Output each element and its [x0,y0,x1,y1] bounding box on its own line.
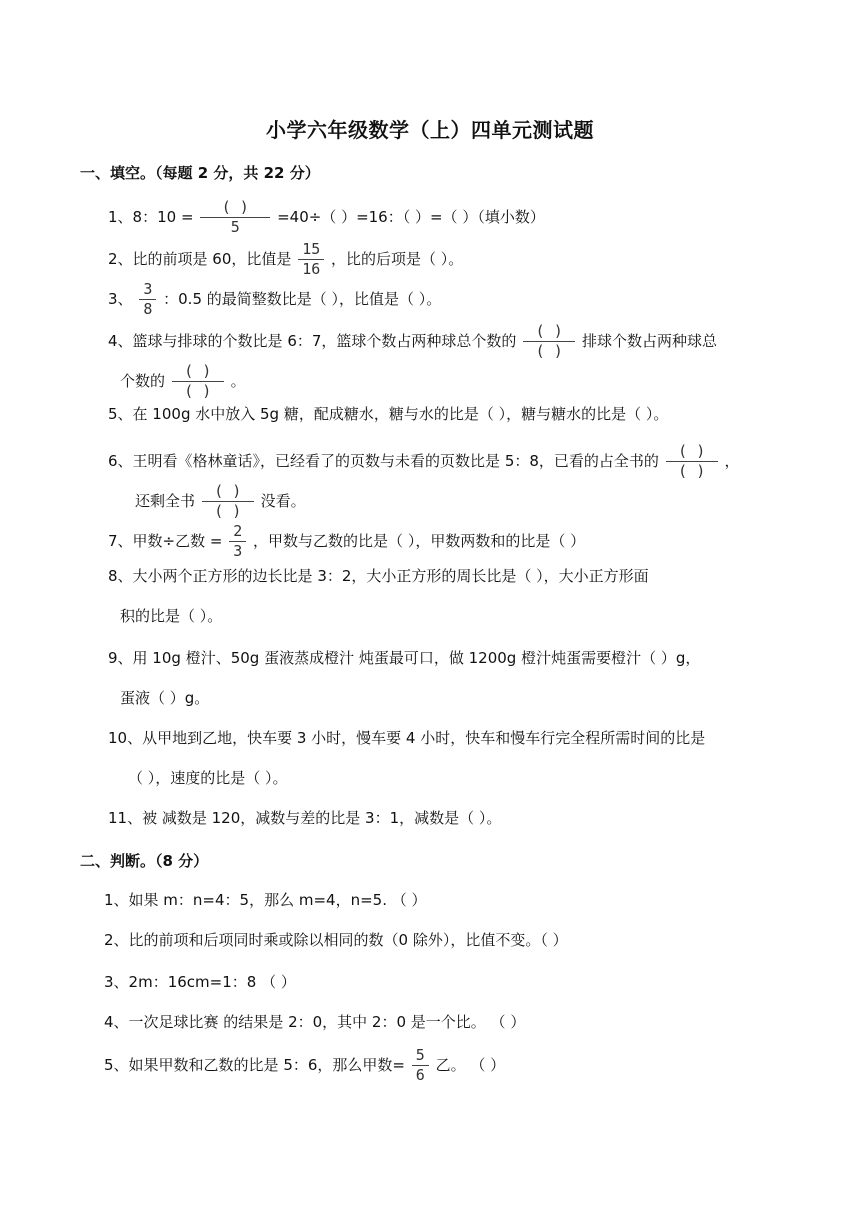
fraction-numerator: ( ) [200,200,270,218]
question-2-prefix: 2、比的前项是 60，比值是 [108,250,292,268]
question-6-line-2-prefix: 还剩全书 [135,492,196,510]
fraction-numerator: 2 [229,524,246,542]
question-4 [108,324,717,359]
fraction-denominator: 8 [143,300,153,318]
question-6-fraction [666,444,718,479]
question-3 [108,282,441,317]
question-6 [108,444,739,479]
question-3-prefix: 3、 [108,290,133,308]
question-11: 11、被 减数是 120，减数与差的比是 3：1，减数是（ ）。 [108,809,502,827]
fraction-numerator: ( ) [666,444,718,462]
question-4-line-2 [120,364,246,399]
question-9-line-2: 蛋液（ ）g。 [120,689,210,707]
question-6-suffix: ， [724,452,740,470]
page-title: 小学六年级数学（上）四单元测试题 [266,118,594,142]
question-2-suffix: ，比的后项是（ ）。 [331,250,464,268]
judgement-2: 2、比的前项和后项同时乘或除以相同的数（0 除外），比值不变。（ ） [104,931,568,949]
section-heading-true-false: 二、判断。（8 分） [80,852,209,870]
question-4-prefix: 4、篮球与排球的个数比是 6：7，篮球个数占两种球总个数的 [108,332,517,350]
question-4-line-2-prefix: 个数的 [120,372,166,390]
question-7-suffix: ，甲数与乙数的比是（ ），甲数两数和的比是（ ） [253,532,586,550]
question-1-fraction [200,200,270,235]
question-4-fraction [523,324,575,359]
question-10-line-1: 10、从甲地到乙地，快车要 3 小时，慢车要 4 小时，快车和慢车行完全程所需时间的比是 [108,729,706,747]
judgement-5-fraction [412,1048,429,1083]
question-7 [108,524,585,559]
question-6-prefix: 6、王明看《格林童话》，已经看了的页数与未看的页数比是 5：8，已看的占全书的 [108,452,659,470]
judgement-1: 1、如果 m：n=4：5，那么 m=4，n=5. （ ） [104,891,427,909]
question-6-line-2 [135,484,306,519]
fraction-numerator: 5 [412,1048,429,1066]
fraction-denominator: 3 [233,542,243,560]
question-8-line-1: 8、大小两个正方形的边长比是 3：2，大小正方形的周长比是（ ），大小正方形面 [108,567,649,585]
question-4-fraction-2 [172,364,224,399]
judgement-3: 3、2m：16cm=1：8 （ ） [104,973,296,991]
fraction-numerator: ( ) [523,324,575,342]
fraction-denominator: ( ) [535,342,563,360]
question-7-prefix: 7、甲数÷乙数 = [108,532,223,550]
question-4-suffix: 排球个数占两种球总 [581,332,717,350]
section-heading-fill-in: 一、填空。（每题 2 分，共 22 分） [80,164,320,182]
question-2-fraction [298,242,324,277]
question-7-fraction [229,524,246,559]
question-8-line-2: 积的比是（ ）。 [120,607,223,625]
fraction-numerator: ( ) [172,364,224,382]
judgement-5-suffix: 乙。 （ ） [435,1056,506,1074]
question-3-suffix: ：0.5 的最简整数比是（ ），比值是（ ）。 [163,290,442,308]
fraction-denominator: 16 [302,260,321,278]
fraction-numerator: 3 [139,282,156,300]
question-10-line-2: （ ），速度的比是（ ）。 [128,769,288,787]
judgement-5 [104,1048,505,1083]
judgement-5-prefix: 5、如果甲数和乙数的比是 5：6，那么甲数= [104,1056,405,1074]
fraction-denominator: 6 [415,1066,425,1084]
question-1-prefix: 1、8：10 = [108,208,194,226]
fraction-denominator: ( ) [678,462,706,480]
question-4-line-2-suffix: 。 [230,372,246,390]
question-1-suffix: =40÷（ ）=16：（ ）=（ ）（填小数） [277,208,545,226]
question-3-fraction [139,282,156,317]
fraction-denominator: ( ) [214,502,242,520]
question-6-line-2-suffix: 没看。 [260,492,306,510]
fraction-numerator: 15 [298,242,324,260]
fraction-numerator: ( ) [202,484,254,502]
question-1 [108,200,545,235]
question-2 [108,242,463,277]
fraction-denominator: 5 [230,218,240,236]
question-9-line-1: 9、用 10g 橙汁、50g 蛋液蒸成橙汁 炖蛋最可口，做 1200g 橙汁炖蛋需要橙汁（ ）g， [108,649,701,667]
fraction-denominator: ( ) [184,382,212,400]
question-6-fraction-2 [202,484,254,519]
judgement-4: 4、一次足球比赛 的结果是 2：0，其中 2：0 是一个比。 （ ） [104,1013,526,1031]
question-5: 5、在 100g 水中放入 5g 糖，配成糖水，糖与水的比是（ ），糖与糖水的比是（ ）。 [108,405,669,423]
